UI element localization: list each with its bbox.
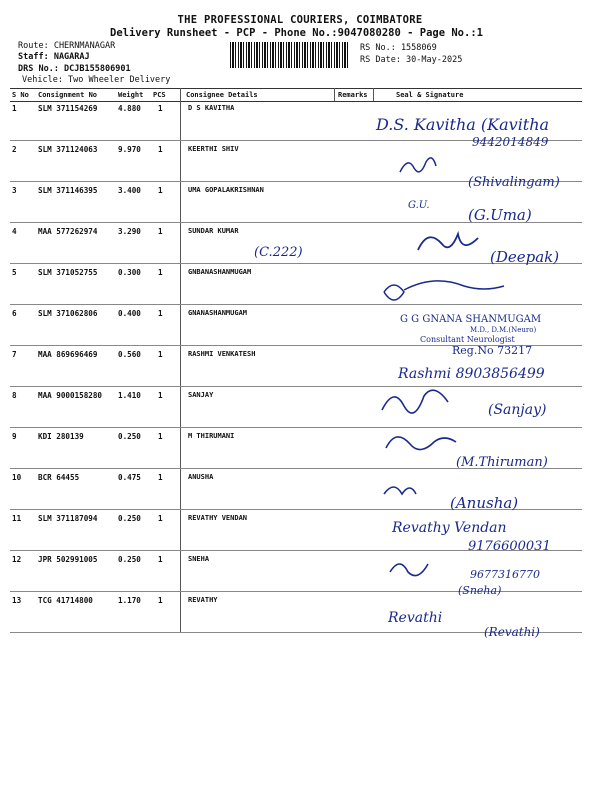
signature-7: Rashmi 8903856499 [398,366,545,382]
row-pcs: 1 [158,514,163,523]
barcode [230,42,350,68]
row-consignee: SUNDAR KUMAR [188,227,239,235]
row-consignment-no: MAA 869696469 [38,350,98,359]
row-sno: 3 [12,186,17,195]
signature-8: (Sanjay) [488,402,547,418]
header-bottom-border [10,101,582,102]
row-weight: 0.560 [118,350,141,359]
column-divider-remarks [334,88,335,101]
drs-number: DRS No.: DCJB155806901 [18,64,131,74]
row-pcs: 1 [158,104,163,113]
row-consignee: REVATHY VENDAN [188,514,248,522]
row-divider [10,591,582,592]
stamp-name: G G GNANA SHANMUGAM [400,314,542,325]
table-top-border [10,88,582,89]
table-row [0,473,600,514]
stamp-title: Consultant Neurologist [420,335,515,344]
row-weight: 4.880 [118,104,141,113]
row-pcs: 1 [158,309,163,318]
row-pcs: 1 [158,391,163,400]
row-pcs: 1 [158,268,163,277]
row-weight: 0.250 [118,555,141,564]
row-consignment-no: JPR 502991005 [38,555,98,564]
signature-10: (Anusha) [450,494,519,512]
row-sno: 2 [12,145,17,154]
table-row [0,555,600,596]
company-title: THE PROFESSIONAL COURIERS, COIMBATORE [177,14,423,26]
row-divider [10,345,582,346]
runsheet-title: Delivery Runsheet - PCP - Phone No.:9047080280 - Page No.:1 [110,27,483,39]
row-sno: 6 [12,309,17,318]
signature-11: Revathy Vendan [392,520,507,536]
stamp-degree: M.D., D.M.(Neuro) [470,326,537,334]
row-sno: 4 [12,227,17,236]
row-pcs: 1 [158,145,163,154]
col-header-signature: Seal & Signature [396,91,464,99]
table-row [0,309,600,350]
row-pcs: 1 [158,186,163,195]
signature-11-phone: 9176600031 [468,539,551,554]
row-consignee: ANUSHA [188,473,214,481]
table-row [0,391,600,432]
col-header-consignment: Consignment No [38,91,98,99]
row-sno: 12 [12,555,22,564]
remark-4: (C.222) [254,245,303,260]
table-row [0,227,600,268]
row-weight: 1.170 [118,596,141,605]
row-consignee: D S KAVITHA [188,104,235,112]
row-sno: 13 [12,596,22,605]
row-weight: 0.250 [118,432,141,441]
table-row [0,596,600,637]
signature-13: Revathi [388,610,443,626]
signature-12: (Sneha) [458,584,502,597]
column-divider-signature [373,88,374,101]
row-consignee: REVATHY [188,596,218,604]
row-weight: 0.300 [118,268,141,277]
signature-2: (Shivalingam) [468,175,560,190]
row-sno: 11 [12,514,22,523]
row-consignment-no: TCG 41714800 [38,596,93,605]
row-pcs: 1 [158,473,163,482]
row-consignee: KEERTHI SHIV [188,145,239,153]
row-weight: 0.475 [118,473,141,482]
signature-3-initials: G.U. [408,200,430,211]
row-divider [10,427,582,428]
row-weight: 3.290 [118,227,141,236]
table-row [0,186,600,227]
row-pcs: 1 [158,555,163,564]
signature-1: D.S. Kavitha (Kavitha [376,115,550,134]
row-weight: 0.250 [118,514,141,523]
row-consignee: GNBANASHANMUGAM [188,268,252,276]
col-header-consignee: Consignee Details [186,91,258,99]
row-divider [10,140,582,141]
signature-12-phone: 9677316770 [470,568,540,581]
row-consignee: SANJAY [188,391,214,399]
col-header-sno: S No [12,91,29,99]
row-divider [10,386,582,387]
row-divider [10,468,582,469]
row-weight: 1.410 [118,391,141,400]
row-consignment-no: BCR 64455 [38,473,80,482]
row-pcs: 1 [158,227,163,236]
row-sno: 1 [12,104,17,113]
row-divider [10,550,582,551]
row-weight: 9.970 [118,145,141,154]
row-consignee: SNEHA [188,555,210,563]
row-sno: 10 [12,473,22,482]
row-weight: 0.400 [118,309,141,318]
row-consignment-no: SLM 371124063 [38,145,98,154]
col-header-weight: Weight [118,91,144,99]
row-consignee: UMA GOPALAKRISHNAN [188,186,264,194]
table-row [0,104,600,145]
col-header-pcs: PCS [153,91,166,99]
row-sno: 5 [12,268,17,277]
table-row [0,432,600,473]
row-consignment-no: SLM 371062806 [38,309,98,318]
table-row [0,145,600,186]
row-sno: 9 [12,432,17,441]
row-consignee: GNANASHANMUGAM [188,309,248,317]
row-pcs: 1 [158,350,163,359]
row-consignee: RASHMI VENKATESH [188,350,256,358]
row-weight: 3.400 [118,186,141,195]
stamp-reg: Reg.No 73217 [452,344,533,357]
row-consignment-no: SLM 371146395 [38,186,98,195]
row-consignee: M THIRUMANI [188,432,235,440]
row-divider [10,632,582,633]
table-row [0,268,600,309]
table-row [0,514,600,555]
row-pcs: 1 [158,596,163,605]
row-sno: 8 [12,391,17,400]
row-consignment-no: SLM 371052755 [38,268,98,277]
row-divider [10,509,582,510]
row-sno: 7 [12,350,17,359]
row-consignment-no: KDI 280139 [38,432,84,441]
row-pcs: 1 [158,432,163,441]
row-divider [10,304,582,305]
table-row [0,350,600,391]
signature-13-name: (Revathi) [484,625,540,639]
row-consignment-no: SLM 371187094 [38,514,98,523]
vehicle-label: Vehicle: Two Wheeler Delivery [22,75,171,85]
rs-date: RS Date: 30-May-2025 [360,55,463,65]
rs-number: RS No.: 1558069 [360,43,437,53]
signature-1-phone: 9442014849 [472,135,549,149]
row-divider [10,263,582,264]
row-consignment-no: MAA 9000158280 [38,391,103,400]
signature-9: (M.Thiruman) [456,455,548,470]
row-divider [10,222,582,223]
row-divider [10,181,582,182]
staff-label: Staff: NAGARAJ [18,52,90,62]
row-consignment-no: SLM 371154269 [38,104,98,113]
signature-3: (G.Uma) [468,206,532,224]
col-header-remarks: Remarks [338,91,368,99]
route-label: Route: CHERNMANAGAR [18,41,116,51]
signature-4: (Deepak) [490,248,560,266]
row-consignment-no: MAA 577262974 [38,227,98,236]
